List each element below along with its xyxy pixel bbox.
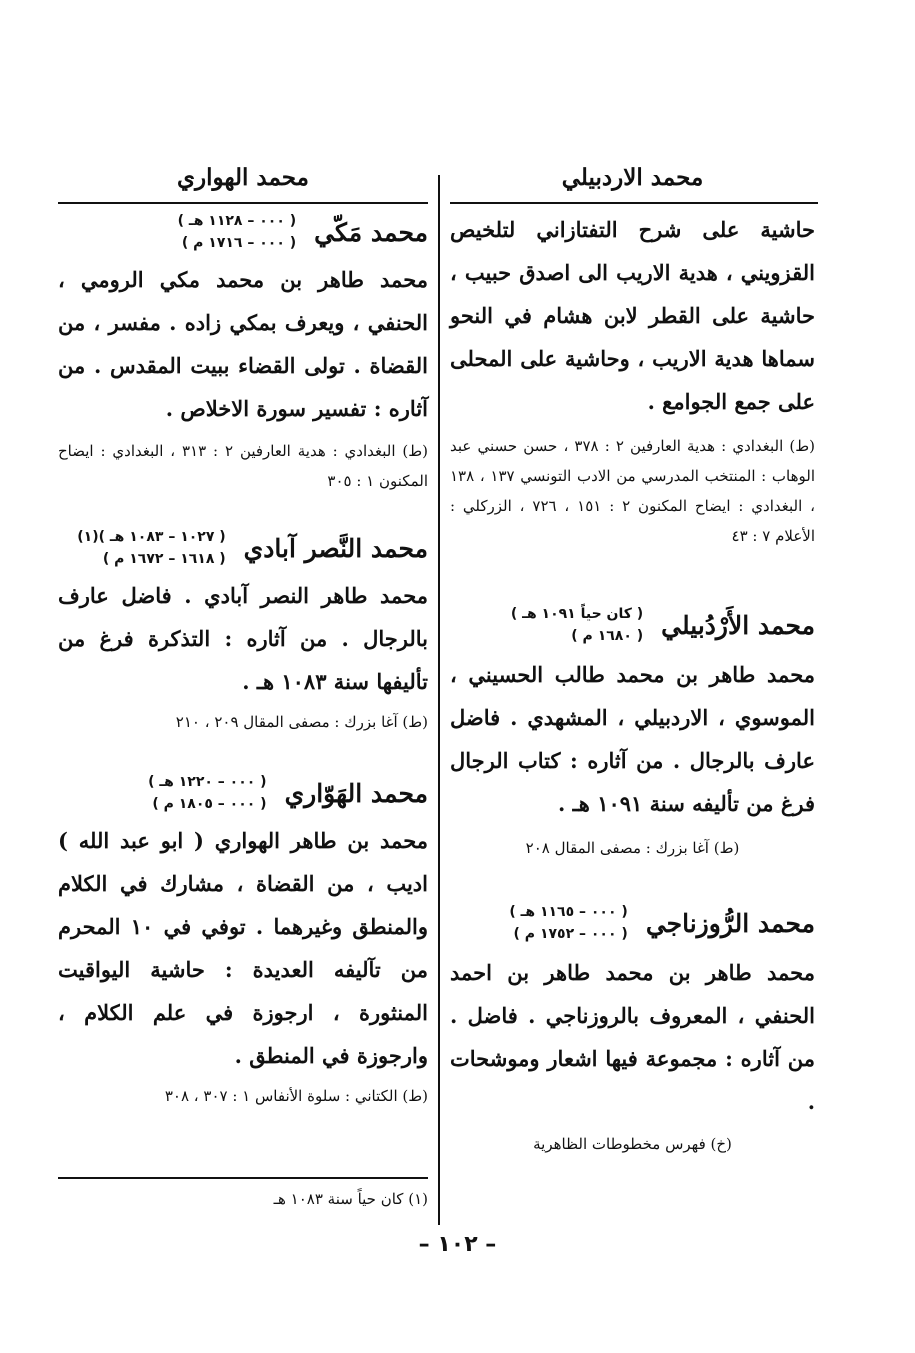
entry-ardabili-dates (511, 603, 643, 647)
running-head-left-text: محمد الهواري (177, 164, 309, 191)
entry-nasrabadi-date-hijri: ( ١٠٢٧ – ١٠٨٣ هـ )(١) (77, 529, 226, 545)
entry-hawwari-date-hijri: ( ٠٠٠ – ١٢٢٠ هـ ) (148, 774, 267, 790)
continuation-text: حاشية على شرح التفتازاني لتلخيص القزويني ، هدية الاريب الى اصدق حبيب ، حاشية على القطر لابن هشام في النحو سماها هدية الاريب ، وحاشية على المحلى على جمع الجوامع . (450, 217, 815, 414)
left-head-rule (58, 202, 428, 204)
entry-nasrabadi-name: محمد النَّصر آبادي (243, 533, 428, 563)
entry-makki-name: محمد مَكّي (314, 217, 428, 247)
entry-makki-body: محمد طاهر بن محمد مكي الرومي ، الحنفي ، ويعرف بمكي زاده . مفسر ، من القضاة . تولى القضاء ببيت المقدس . من آثاره : تفسير سورة الاخلاص . (58, 267, 428, 421)
right-head-rule (450, 202, 818, 204)
right-column (450, 208, 815, 1159)
right-running-head (450, 158, 815, 198)
entry-nasrabadi-date-gregorian: ( ١٦١٨ – ١٦٧٢ م ) (102, 551, 226, 567)
entry-ruznaji-name: محمد الرُّوزناجي (645, 908, 815, 938)
column-divider (438, 175, 440, 1225)
entry-ardabili-reference: (ط) آغا بزرك : مصفى المقال ٢٠٨ (525, 839, 740, 857)
entry-nasrabadi-body: محمد طاهر النصر آبادي . فاضل عارف بالرجال . من آثاره : التذكرة فرغ من تأليفها سنة ١٠٨٣ هـ . (58, 583, 428, 694)
entry-ruznaji-date-hijri: ( ٠٠٠ – ١١٦٥ هـ ) (509, 904, 628, 920)
entry-nasrabadi-reference: (ط) آغا بزرك : مصفى المقال ٢٠٩ ، ٢١٠ (175, 713, 428, 731)
entry-makki-reference: (ط) البغدادي : هدية العارفين ٢ : ٣١٣ ، البغدادي : ايضاح المكنون ١ : ٣٠٥ (58, 442, 428, 490)
entry-hawwari-name: محمد الهَوّاري (284, 778, 428, 808)
continuation-references: (ط) البغدادي : هدية العارفين ٢ : ٣٧٨ ، حسن حسني عبد الوهاب : المنتخب المدرسي من الادب التونسي ١٣٧ ، ١٣٨ ، البغدادي : ايضاح المكنون ٢ : ١٥١ ، ٧٢٦ ، الزركلي : الأعلام ٧ : ٤٣ (450, 437, 815, 545)
entry-ruznaji-header (450, 901, 815, 945)
entry-makki-header (58, 210, 428, 254)
entry-ardabili-date-hijri: ( كان حياً ١٠٩١ هـ ) (510, 606, 644, 622)
entry-ardabili-date-gregorian: ( ١٦٨٠ م ) (571, 628, 644, 644)
entry-nasrabadi-header (58, 526, 428, 570)
footnote-rule (58, 1177, 428, 1179)
running-head-right-text: محمد الاردبيلي (561, 164, 704, 191)
entry-hawwari-dates (148, 771, 267, 815)
entry-ardabili-name: محمد الأَرْدُبيلي (661, 610, 815, 640)
entry-makki-date-gregorian: ( ٠٠٠ – ١٧١٦ م ) (181, 235, 297, 251)
page-number: – ١٠٢ – (418, 1232, 497, 1257)
footnote: (١) كان حياً سنة ١٠٨٣ هـ (273, 1190, 428, 1208)
entry-makki-dates (178, 210, 297, 254)
entry-ardabili-body: محمد طاهر بن محمد طالب الحسيني ، الموسوي ، الاردبيلي ، المشهدي . فاضل عارف بالرجال . من آثاره : كتاب الرجال فرغ من تأليفه سنة ١٠٩١ هـ . (450, 662, 815, 816)
entry-hawwari-header (58, 771, 428, 815)
entry-nasrabadi-dates (77, 526, 225, 570)
entry-ruznaji-date-gregorian: ( ٠٠٠ – ١٧٥٢ م ) (513, 926, 628, 942)
entry-ruznaji-dates (509, 901, 628, 945)
entry-hawwari-date-gregorian: ( ٠٠٠ – ١٨٠٥ م ) (152, 796, 267, 812)
entry-ruznaji-body: محمد طاهر بن محمد طاهر بن احمد الحنفي ، المعروف بالروزناجي . فاضل . من آثاره : مجموعة فيها اشعار وموشحات . (450, 960, 815, 1114)
left-running-head (58, 158, 428, 198)
entry-hawwari-reference: (ط) الكتاني : سلوة الأنفاس ١ : ٣٠٧ ، ٣٠٨ (164, 1087, 428, 1105)
entry-ardabili-header (450, 603, 815, 647)
entry-hawwari-body: محمد بن طاهر الهواري ( ابو عبد الله ) اديب ، من القضاة ، مشارك في الكلام والمنطق وغيرهما . توفي في ١٠ المحرم من تآليفه العديدة : حاشية اليواقيت المنثورة ، ارجوزة في علم الكلام ، وارجوزة في المنطق . (58, 828, 428, 1068)
left-column (58, 210, 428, 1111)
entry-ruznaji-reference: (خ) فهرس مخطوطات الظاهرية (533, 1135, 732, 1153)
entry-makki-date-hijri: ( ٠٠٠ – ١١٢٨ هـ ) (177, 213, 297, 229)
